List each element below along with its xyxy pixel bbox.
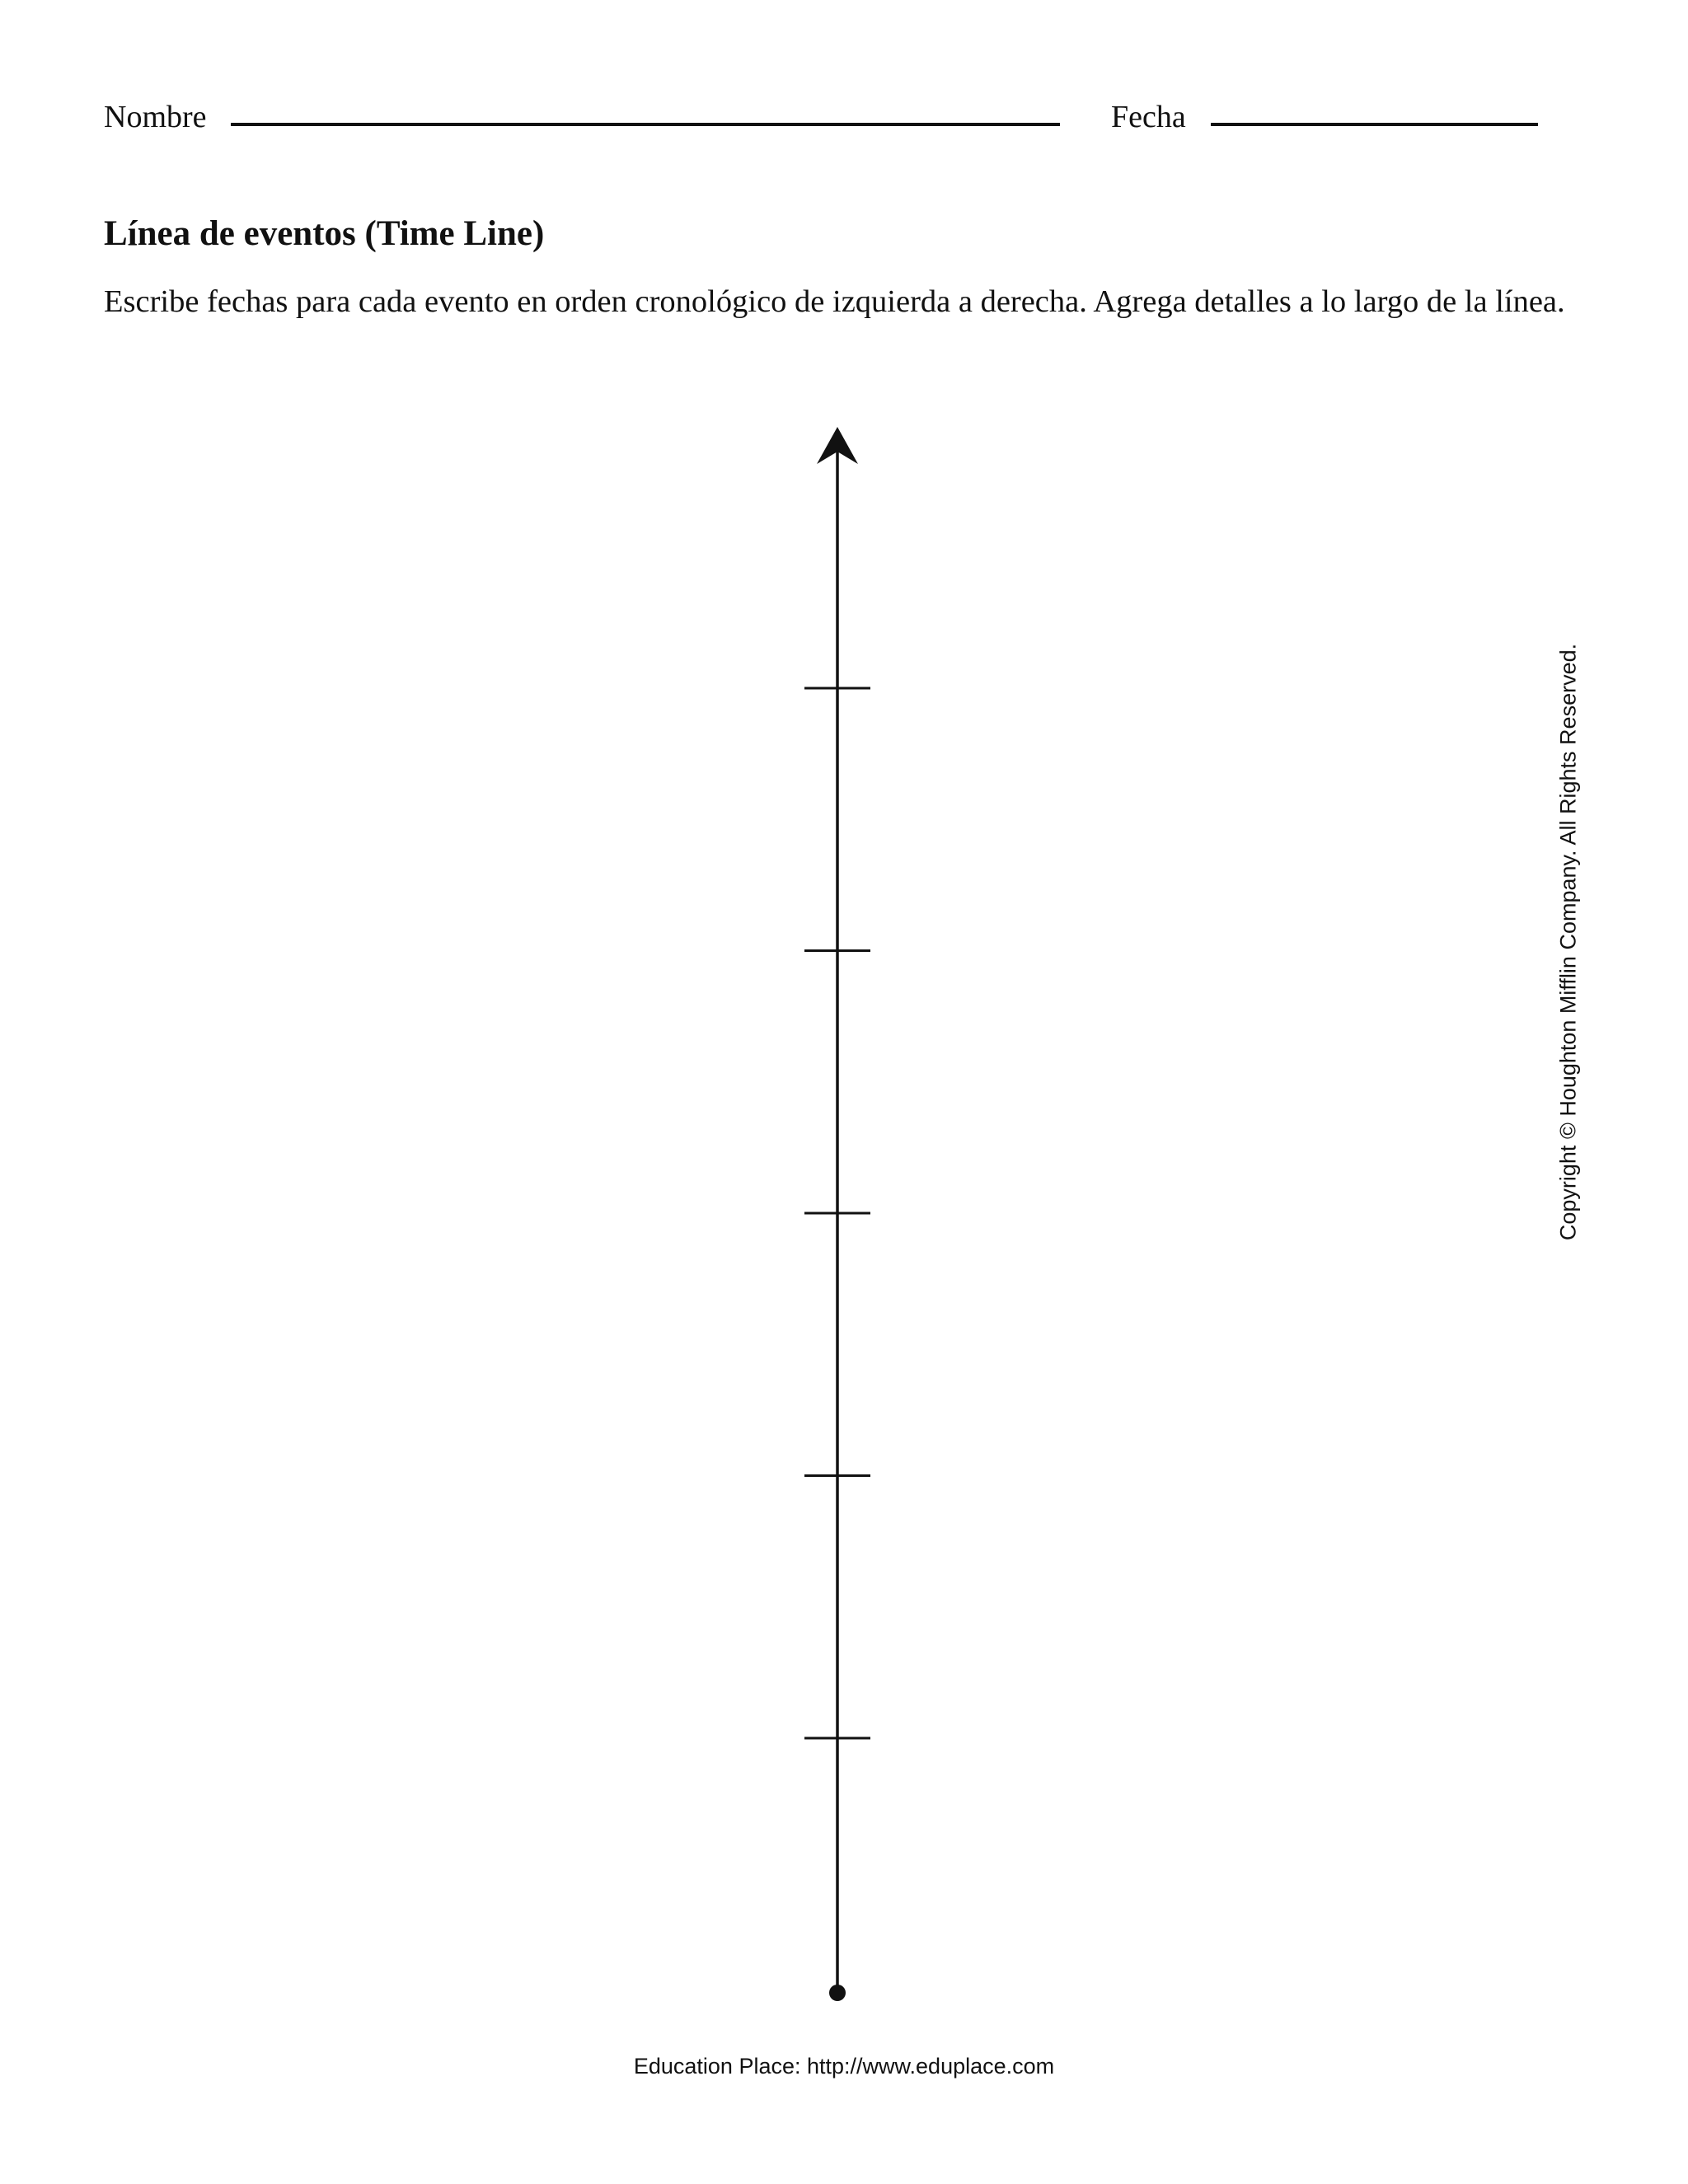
page-title: Línea de eventos (Time Line) [104, 214, 545, 253]
footer-text: Education Place: http://www.eduplace.com [633, 2054, 1055, 2079]
date-label: Fecha [1111, 100, 1186, 134]
copyright-notice: Copyright © Houghton Mifflin Company. All Rights Reserved. [1555, 643, 1581, 1241]
name-label: Nombre [104, 100, 207, 134]
instructions-text: Escribe fechas para cada evento en orden cronológico de izquierda a derecha. Agrega detalles a lo largo de la línea. [104, 284, 1565, 319]
timeline-start-dot [829, 1985, 846, 2001]
